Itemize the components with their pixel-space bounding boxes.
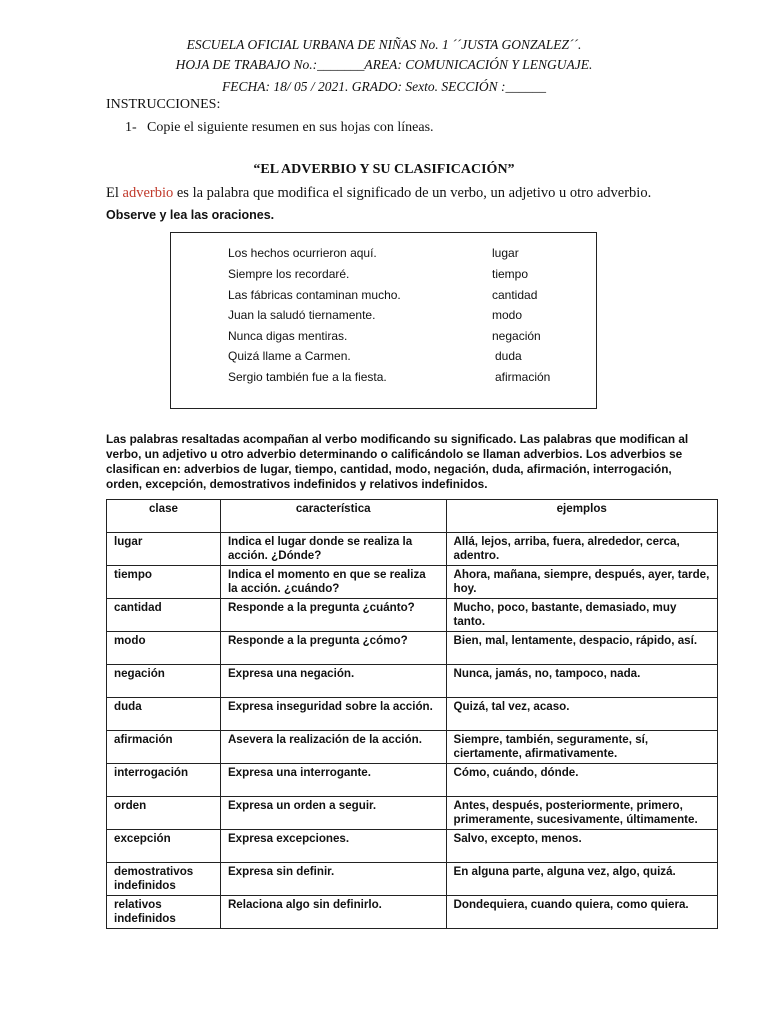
example-row (228, 370, 551, 384)
characteristic-cell: Expresa sin definir. (220, 863, 446, 896)
characteristic-cell: Expresa inseguridad sobre la acción. (220, 698, 446, 731)
class-cell: lugar (107, 533, 221, 566)
class-cell: demostrativos indefinidos (107, 863, 221, 896)
date-grade-section-line: FECHA: 18/ 05 / 2021. GRADO: Sexto. SECCIÓN :______ (222, 79, 546, 94)
examples-cell: Bien, mal, lentamente, despacio, rápido, así. (446, 632, 718, 665)
school-name: ESCUELA OFICIAL URBANA DE NIÑAS No. 1 ´´JUSTA GONZALEZ´´. (186, 37, 582, 52)
table-row (107, 797, 718, 830)
adverb-classification-table (106, 499, 718, 929)
characteristic-cell: Indica el lugar donde se realiza la acción. ¿Dónde? (220, 533, 446, 566)
example-type: afirmación (495, 370, 551, 384)
example-row (228, 246, 519, 260)
column-header-ejemplos: ejemplos (446, 500, 718, 533)
table-row (107, 896, 718, 929)
examples-cell: Cómo, cuándo, dónde. (446, 764, 718, 797)
examples-cell: Allá, lejos, arriba, fuera, alrededor, cerca, adentro. (446, 533, 718, 566)
intro-sentence (106, 185, 651, 202)
example-row (228, 308, 523, 322)
class-cell: interrogación (107, 764, 221, 797)
table-row (107, 533, 718, 566)
characteristic-cell: Asevera la realización de la acción. (220, 731, 446, 764)
intro-rest: es la palabra que modifica el significado de un verbo, un adjetivo u otro adverbio. (173, 185, 652, 201)
table-row (107, 632, 718, 665)
example-type: modo (492, 308, 523, 322)
class-cell: negación (107, 665, 221, 698)
characteristic-cell: Expresa una interrogante. (220, 764, 446, 797)
examples-box (170, 232, 597, 409)
examples-cell: Quizá, tal vez, acaso. (446, 698, 718, 731)
explanation-paragraph: Las palabras resaltadas acompañan al verbo modificando su significado. Las palabras que modifican al verbo, un adjetivo u otro adverbio determinando o calificándolo se llaman adverbios. Los adverbios se clasifican en: adverbios de lugar, tiempo, cantidad, modo, negación, duda, afirmación, interrogación, orden, excepción, demostrativos indefinidos y relativos indefinidos. (106, 432, 689, 491)
examples-cell: Siempre, también, seguramente, sí, ciertamente, afirmativamente. (446, 731, 718, 764)
worksheet-line: HOJA DE TRABAJO No.:_______AREA: COMUNICACIÓN Y LENGUAJE. (175, 57, 593, 72)
example-sentence: Nunca digas mentiras. (228, 329, 348, 343)
example-type: tiempo (492, 267, 529, 281)
table-row (107, 665, 718, 698)
table-row (107, 599, 718, 632)
instruction-step-number: 1- (125, 120, 137, 135)
table-row (107, 830, 718, 863)
characteristic-cell: Relaciona algo sin definirlo. (220, 896, 446, 929)
examples-cell: En alguna parte, alguna vez, algo, quizá. (446, 863, 718, 896)
class-cell: tiempo (107, 566, 221, 599)
intro-prefix: El (106, 185, 123, 201)
table-row (107, 863, 718, 896)
characteristic-cell: Responde a la pregunta ¿cómo? (220, 632, 446, 665)
example-sentence: Siempre los recordaré. (228, 267, 350, 281)
example-type: lugar (492, 246, 519, 260)
class-cell: orden (107, 797, 221, 830)
example-type: cantidad (492, 288, 538, 302)
example-type: negación (492, 329, 541, 343)
table-row (107, 764, 718, 797)
column-header-caracteristica: característica (220, 500, 446, 533)
examples-cell: Nunca, jamás, no, tampoco, nada. (446, 665, 718, 698)
characteristic-cell: Expresa excepciones. (220, 830, 446, 863)
example-row (228, 288, 538, 302)
example-type: duda (495, 349, 522, 363)
instruction-step (125, 120, 434, 136)
class-cell: afirmación (107, 731, 221, 764)
class-cell: relativos indefinidos (107, 896, 221, 929)
examples-cell: Dondequiera, cuando quiera, como quiera. (446, 896, 718, 929)
example-sentence: Las fábricas contaminan mucho. (228, 288, 401, 302)
class-cell: duda (107, 698, 221, 731)
table-row (107, 566, 718, 599)
example-sentence: Los hechos ocurrieron aquí. (228, 246, 377, 260)
table-row (107, 731, 718, 764)
examples-cell: Antes, después, posteriormente, primero, primeramente, sucesivamente, últimamente. (446, 797, 718, 830)
characteristic-cell: Expresa un orden a seguir. (220, 797, 446, 830)
examples-cell: Mucho, poco, bastante, demasiado, muy tanto. (446, 599, 718, 632)
examples-cell: Salvo, excepto, menos. (446, 830, 718, 863)
characteristic-cell: Responde a la pregunta ¿cuánto? (220, 599, 446, 632)
instruction-step-text: Copie el siguiente resumen en sus hojas con líneas. (147, 120, 434, 135)
characteristic-cell: Indica el momento en que se realiza la acción. ¿cuándo? (220, 566, 446, 599)
class-cell: modo (107, 632, 221, 665)
intro-highlight-word: adverbio (122, 185, 174, 201)
examples-cell: Ahora, mañana, siempre, después, ayer, tarde, hoy. (446, 566, 718, 599)
example-sentence: Juan la saludó tiernamente. (228, 308, 376, 322)
example-row (228, 267, 529, 281)
class-cell: cantidad (107, 599, 221, 632)
characteristic-cell: Expresa una negación. (220, 665, 446, 698)
instructions-heading: INSTRUCCIONES: (106, 97, 221, 112)
table-header-row (107, 500, 718, 533)
example-sentence: Quizá llame a Carmen. (228, 349, 351, 363)
table-row (107, 698, 718, 731)
observe-label: Observe y lea las oraciones. (106, 208, 275, 222)
class-cell: excepción (107, 830, 221, 863)
section-title: “EL ADVERBIO Y SU CLASIFICACIÓN” (253, 162, 515, 177)
example-sentence: Sergio también fue a la fiesta. (228, 370, 387, 384)
column-header-clase: clase (107, 500, 221, 533)
example-row (228, 329, 541, 343)
example-row (228, 349, 522, 363)
